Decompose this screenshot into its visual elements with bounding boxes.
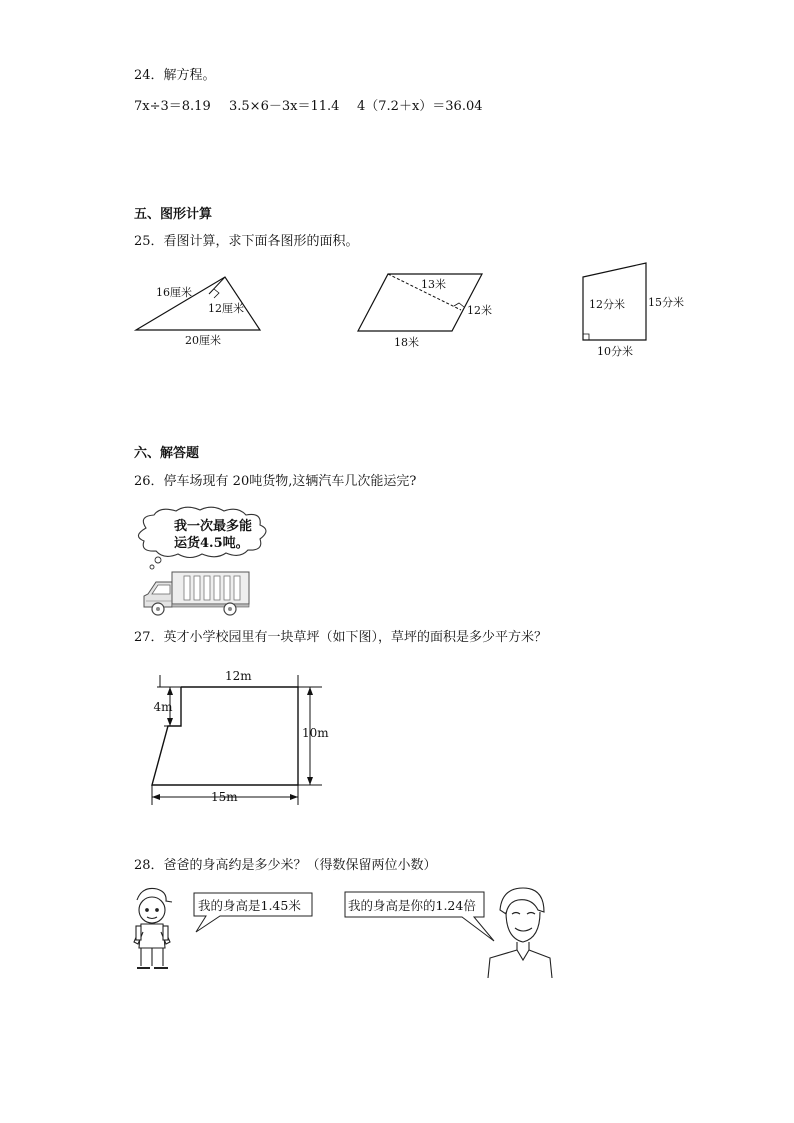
lawn-figure	[130, 665, 350, 813]
parallelogram-height-label: 12米	[467, 304, 492, 317]
q26-title: 26．停车场现有 20吨货物,这辆汽车几次能运完?	[134, 474, 417, 489]
boy-icon	[134, 888, 172, 968]
equation-2: 3.5×6－3x＝11.4	[229, 99, 340, 114]
trapezoid-bottom-label: 10分米	[597, 345, 633, 358]
lawn-right-label: 10m	[302, 726, 329, 740]
trapezoid-left-label: 12分米	[589, 298, 625, 311]
lawn-left-label: 4m	[153, 700, 173, 714]
q28-title: 28．爸爸的身高约是多少米？（得数保留两位小数）	[134, 858, 437, 873]
q25-title: 25．看图计算，求下面各图形的面积。	[134, 234, 359, 249]
lawn-bottom-label: 15m	[211, 790, 238, 804]
parallelogram-figure	[355, 270, 495, 352]
parallelogram-diagonal-label: 13米	[421, 278, 446, 291]
section-5-heading: 五、图形计算	[134, 207, 213, 222]
trapezoid-right-label: 15分米	[648, 296, 684, 309]
triangle-side-label: 16厘米	[156, 286, 192, 299]
equation-1: 7x÷3＝8.19	[134, 99, 211, 114]
truck-icon	[144, 572, 249, 615]
triangle-base-label: 20厘米	[185, 334, 221, 347]
height-comparison-illustration	[128, 886, 558, 986]
speech-cloud	[138, 507, 266, 569]
trapezoid-figure	[580, 260, 690, 360]
bubble-line-1: 我一次最多能	[174, 519, 253, 534]
equation-3: 4（7.2＋x）＝36.04	[357, 99, 483, 114]
bubble-line-2: 运货4.5吨。	[174, 536, 249, 551]
q24-title: 24．解方程。	[134, 68, 216, 83]
triangle-figure	[130, 272, 270, 352]
section-6-heading: 六、解答题	[134, 446, 200, 461]
truck-illustration	[132, 506, 287, 618]
triangle-height-label: 12厘米	[208, 302, 244, 315]
dad-speech: 我的身高是你的1.24倍	[348, 898, 476, 913]
q27-title: 27．英才小学校园里有一块草坪（如下图），草坪的面积是多少平方米？	[134, 630, 548, 645]
lawn-top-label: 12m	[225, 669, 252, 683]
parallelogram-base-label: 18米	[394, 336, 419, 349]
boy-speech: 我的身高是1.45米	[198, 898, 301, 913]
dad-icon	[488, 888, 552, 978]
